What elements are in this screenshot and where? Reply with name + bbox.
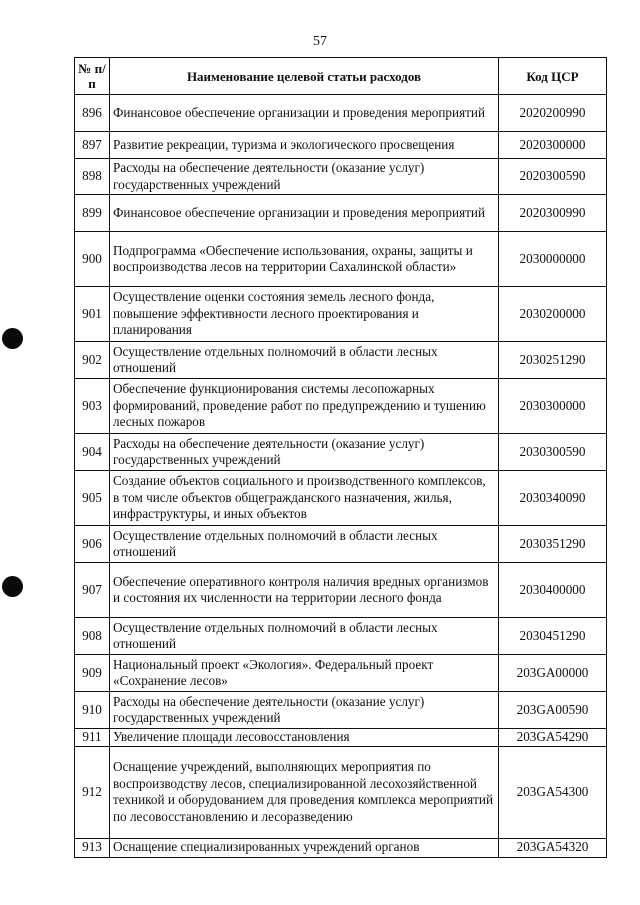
table-row [75,563,607,618]
row-name: Осуществление отдельных полномочий в области лесных отношений [110,342,499,379]
row-code: 2030251290 [499,342,607,379]
table-row [75,195,607,232]
row-name: Создание объектов социального и производственного комплексов, в том числе объектов общегражданского назначения, жилья, инфраструктуры, и иных объектов [110,471,499,526]
table-row [75,729,607,747]
row-number: 899 [75,195,110,232]
table-row [75,526,607,563]
table-row [75,342,607,379]
row-number: 906 [75,526,110,563]
punch-hole-mark [2,576,23,597]
row-number: 903 [75,379,110,434]
row-code: 2030000000 [499,232,607,287]
row-code: 2030300590 [499,434,607,471]
row-code: 2030400000 [499,563,607,618]
table-row [75,232,607,287]
table-row [75,132,607,159]
row-code: 2020300000 [499,132,607,159]
row-number: 896 [75,95,110,132]
header-num: № п/п [75,58,110,95]
table-row [75,287,607,342]
row-code: 2020300590 [499,159,607,195]
row-name: Национальный проект «Экология». Федеральный проект «Сохранение лесов» [110,655,499,692]
row-code: 2030200000 [499,287,607,342]
table-row [75,434,607,471]
row-number: 908 [75,618,110,655]
row-name: Расходы на обеспечение деятельности (оказание услуг) государственных учреждений [110,434,499,471]
row-code: 203GA54290 [499,729,607,747]
row-code: 2030351290 [499,526,607,563]
row-name: Финансовое обеспечение организации и проведения мероприятий [110,195,499,232]
row-code: 2020300990 [499,195,607,232]
row-code: 2030451290 [499,618,607,655]
table-row [75,95,607,132]
row-code: 203GA00590 [499,692,607,729]
header-name: Наименование целевой статьи расходов [110,58,499,95]
row-name: Оснащение специализированных учреждений органов [110,838,499,857]
table-body [75,95,607,858]
row-name: Увеличение площади лесовосстановления [110,729,499,747]
row-code: 203GA54300 [499,746,607,838]
row-name: Обеспечение оперативного контроля наличия вредных организмов и состояния их численности на территории лесного фонда [110,563,499,618]
table-row [75,746,607,838]
row-number: 898 [75,159,110,195]
row-number: 902 [75,342,110,379]
row-name: Осуществление оценки состояния земель лесного фонда, повышение эффективности лесного проектирования и планирования [110,287,499,342]
row-number: 900 [75,232,110,287]
budget-classification-table [74,57,607,858]
row-name: Развитие рекреации, туризма и экологического просвещения [110,132,499,159]
row-number: 912 [75,746,110,838]
row-code: 2020200990 [499,95,607,132]
row-name: Оснащение учреждений, выполняющих мероприятия по воспроизводству лесов, специализированной лесохозяйственной техникой и оборудованием для проведения комплекса мероприятий по лесовосстановлению и лесоразведению [110,746,499,838]
row-number: 901 [75,287,110,342]
row-name: Осуществление отдельных полномочий в области лесных отношений [110,526,499,563]
row-name: Подпрограмма «Обеспечение использования, охраны, защиты и воспроизводства лесов на территории Сахалинской области» [110,232,499,287]
row-number: 907 [75,563,110,618]
table-row [75,159,607,195]
row-number: 905 [75,471,110,526]
table-row [75,838,607,857]
row-number: 897 [75,132,110,159]
row-number: 904 [75,434,110,471]
table-header-row [75,58,607,95]
row-number: 909 [75,655,110,692]
row-code: 203GA54320 [499,838,607,857]
row-code: 2030340090 [499,471,607,526]
row-number: 910 [75,692,110,729]
row-name: Обеспечение функционирования системы лесопожарных формирований, проведение работ по предупреждению и тушению лесных пожаров [110,379,499,434]
page-number: 57 [313,34,327,49]
header-code: Код ЦСР [499,58,607,95]
table-row [75,655,607,692]
row-number: 911 [75,729,110,747]
row-number: 913 [75,838,110,857]
row-code: 203GA00000 [499,655,607,692]
row-name: Осуществление отдельных полномочий в области лесных отношений [110,618,499,655]
row-name: Расходы на обеспечение деятельности (оказание услуг) государственных учреждений [110,159,499,195]
table-row [75,471,607,526]
table-row [75,692,607,729]
table-row [75,618,607,655]
row-code: 2030300000 [499,379,607,434]
row-name: Финансовое обеспечение организации и проведения мероприятий [110,95,499,132]
table-row [75,379,607,434]
row-name: Расходы на обеспечение деятельности (оказание услуг) государственных учреждений [110,692,499,729]
punch-hole-mark [2,328,23,349]
